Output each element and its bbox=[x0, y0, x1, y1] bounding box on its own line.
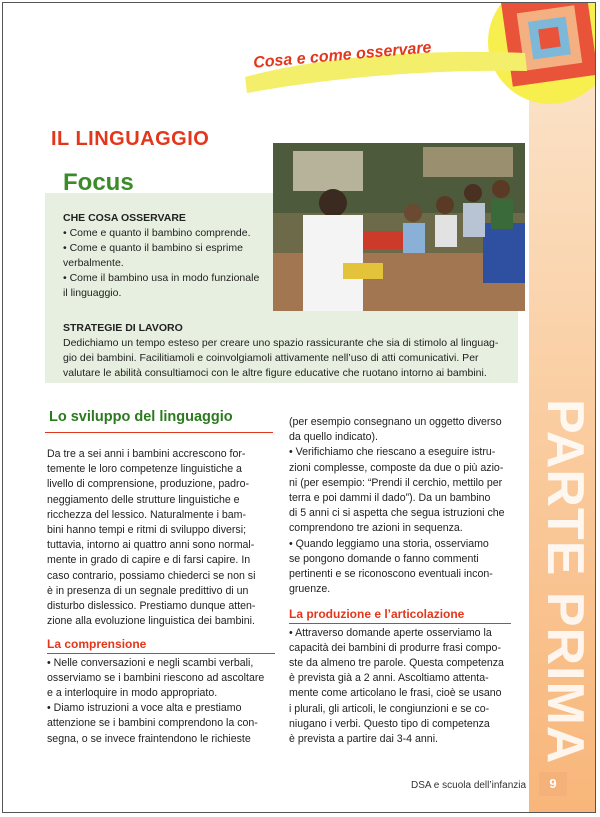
strategies-heading: STRATEGIE DI LAVORO bbox=[63, 322, 183, 334]
text-line: capacità dei bambini di produrre frasi compo- bbox=[289, 641, 501, 654]
text-line: niugano i verbi. Questo tipo di competenza bbox=[289, 717, 490, 730]
production-heading: La produzione e l’articolazione bbox=[289, 607, 465, 622]
text-line: temente le loro competenze linguistiche a bbox=[47, 463, 242, 476]
text-line: gruenze. bbox=[289, 583, 331, 596]
observe-heading: CHE COSA OSSERVARE bbox=[63, 212, 186, 224]
text-line: mente in grado di capire e di farsi capire. In bbox=[47, 554, 251, 567]
ribbon-title: Cosa e come osservare bbox=[252, 39, 433, 72]
text-line: se pongono domande o fanno commenti bbox=[289, 552, 479, 565]
text-line: disturbo dislessico. Prestiamo dunque atten- bbox=[47, 600, 256, 613]
development-heading: Lo sviluppo del linguaggio bbox=[49, 409, 233, 425]
text-line: comprendono tre azioni in sequenza. bbox=[289, 522, 463, 535]
observe-line: • Come il bambino usa in modo funzionale bbox=[63, 272, 260, 284]
footer-text: DSA e scuola dell’infanzia bbox=[411, 780, 527, 791]
subheading-underline bbox=[289, 623, 511, 624]
text-line: e a interloquire in modo appropriato. bbox=[47, 687, 218, 700]
subheading-underline bbox=[47, 653, 275, 654]
page-number: 9 bbox=[539, 772, 567, 796]
observe-line: • Come e quanto il bambino si esprime bbox=[63, 242, 243, 254]
text-line: terra e poi dammi il dado”). Da un bambino bbox=[289, 492, 491, 505]
text-line: Da tre a sei anni i bambini accrescono for- bbox=[47, 448, 246, 460]
text-line: • Attraverso domande aperte osserviamo la bbox=[289, 626, 492, 639]
comprehension-heading: La comprensione bbox=[47, 637, 147, 652]
sidebar-label: PARTE PRIMA bbox=[536, 399, 594, 765]
text-line: zione alla evoluzione linguistica dei bambini. bbox=[47, 615, 255, 628]
text-line: livello di comprensione, produzione, padro- bbox=[47, 478, 249, 491]
text-line: è prevista già a 2 anni. Ascoltiamo attenta- bbox=[289, 672, 489, 685]
strategies-block bbox=[63, 321, 513, 381]
text-line: tuttavia, intorno ai quattro anni sono normal- bbox=[47, 539, 255, 552]
text-line: i plurali, gli articoli, le congiunzioni e se co- bbox=[289, 702, 490, 715]
text-line: (per esempio consegnano un oggetto diverso bbox=[289, 416, 502, 428]
observe-line: • Come e quanto il bambino comprende. bbox=[63, 227, 251, 239]
text-line: ste da almeno tre parole. Questa competenza bbox=[289, 657, 504, 670]
text-line: da quello indicato). bbox=[289, 431, 378, 444]
text-line: attenzione se i bambini comprendono la con- bbox=[47, 717, 258, 730]
observe-line: il linguaggio. bbox=[63, 287, 122, 299]
classroom-photo bbox=[273, 143, 525, 311]
strategies-line: gio dei bambini. Facilitiamoli e coinvolgiamoli attivamente nell’uso di atti comunicativi. Per bbox=[63, 352, 479, 364]
text-line: di 5 anni ci si aspetta che segua istruzioni che bbox=[289, 507, 505, 520]
text-line: pertinenti e se riconoscono eventuali incon- bbox=[289, 568, 493, 581]
strategies-line: valutare le abilità consultiamoci con le altre figure educative che ruotano intorno ai bambini. bbox=[63, 367, 487, 379]
text-line: osserviamo se i bambini riescono ad ascoltare bbox=[47, 671, 265, 684]
observe-line: verbalmente. bbox=[63, 257, 124, 269]
text-line: segna, o se invece fraintendono le richieste bbox=[47, 732, 251, 745]
text-line: mente come articolano le frasi, cioè se usano bbox=[289, 687, 502, 700]
text-line: ni (per esempio: “Prendi il cerchio, mettilo per bbox=[289, 476, 503, 489]
text-line: • Nelle conversazioni e negli scambi verbali, bbox=[47, 656, 254, 669]
text-line: • Quando leggiamo una storia, osserviamo bbox=[289, 537, 489, 550]
page bbox=[2, 2, 596, 813]
observe-block bbox=[63, 211, 259, 301]
text-line: ricchezza del lessico. Naturalmente i bam- bbox=[47, 508, 247, 521]
text-line: neggiamento delle strutture linguistiche e bbox=[47, 493, 240, 506]
text-line: • Verifichiamo che riescano a eseguire istru- bbox=[289, 446, 496, 459]
right-column bbox=[289, 415, 511, 747]
section-title: IL LINGUAGGIO bbox=[51, 128, 210, 150]
text-line: zioni complesse, composte da due o più azio- bbox=[289, 461, 504, 474]
text-line: bini hanno tempi e ritmi di sviluppo diversi; bbox=[47, 524, 247, 537]
text-line: è in presenza di un segnale predittivo di un bbox=[47, 584, 249, 597]
text-line: • Diamo istruzioni a voce alta e prestiamo bbox=[47, 702, 242, 715]
strategies-line: Dedichiamo un tempo esteso per creare uno spazio rassicurante che sia di stimolo al linguag- bbox=[63, 337, 499, 349]
sidebar-label-wrap bbox=[535, 399, 595, 769]
heading-underline bbox=[45, 432, 273, 433]
left-column bbox=[47, 447, 275, 747]
focus-title: Focus bbox=[63, 169, 134, 196]
text-line: caso contrario, possiamo chiederci se non si bbox=[47, 569, 256, 582]
text-line: è prevista a partire dai 3-4 anni. bbox=[289, 733, 438, 746]
